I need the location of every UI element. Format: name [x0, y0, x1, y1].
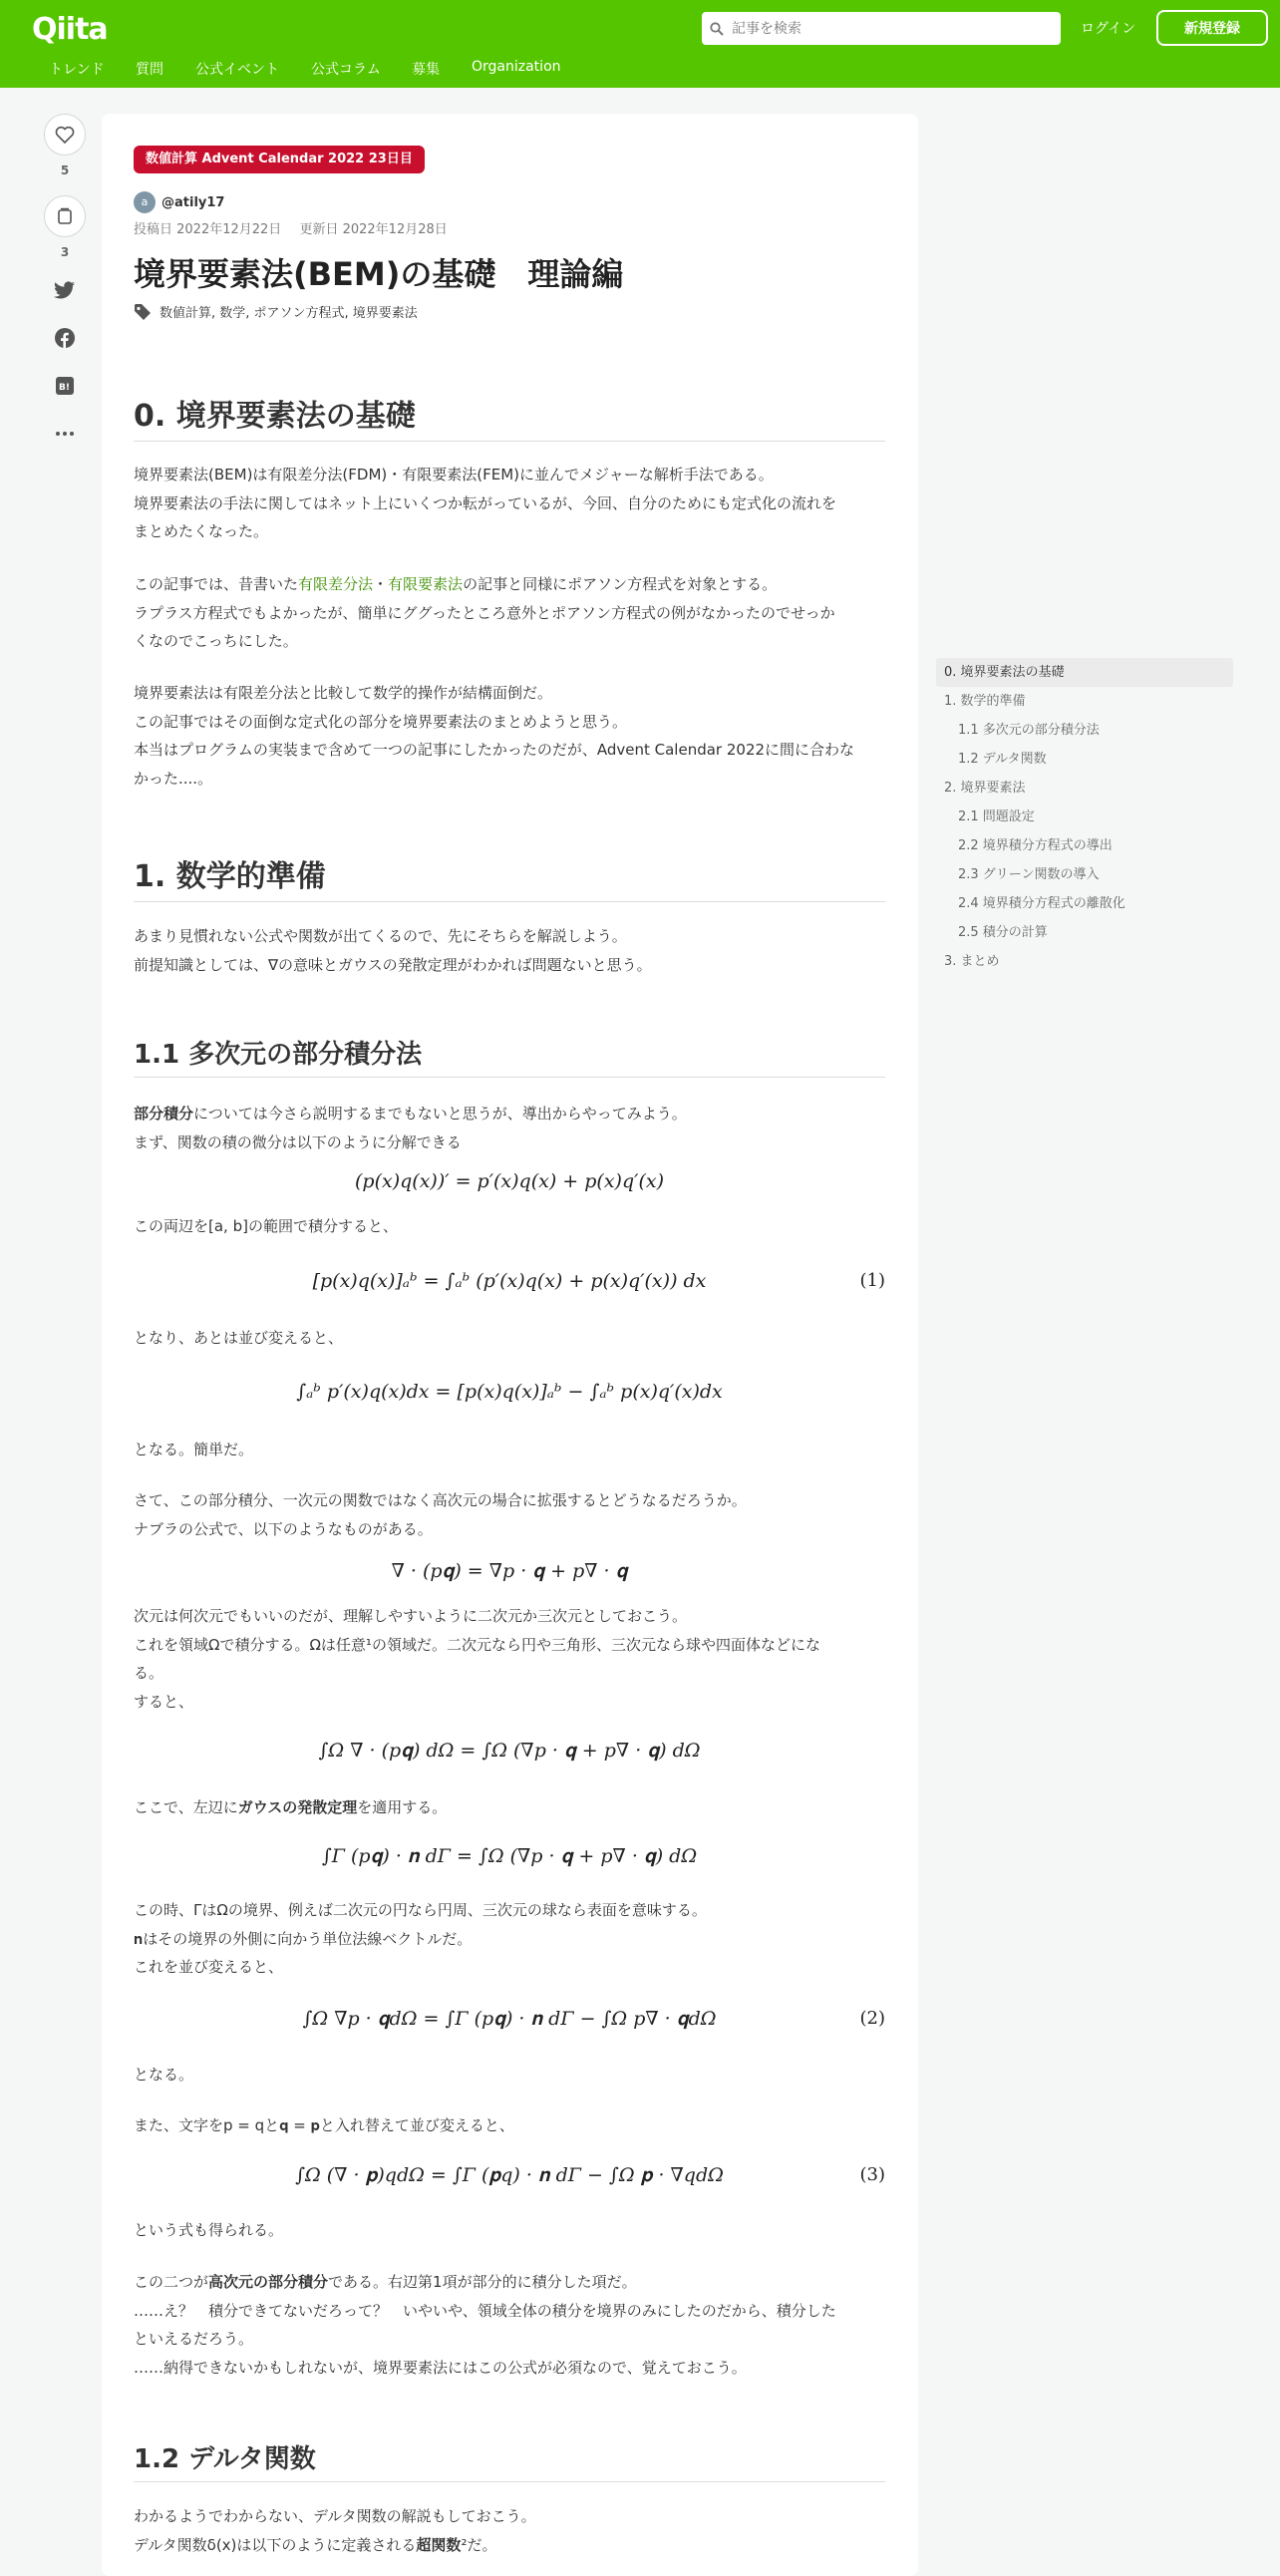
search-icon — [710, 22, 724, 36]
stock-button[interactable] — [44, 195, 86, 237]
search-input[interactable] — [732, 21, 1031, 37]
like-group — [40, 114, 90, 177]
facebook-share[interactable] — [52, 325, 78, 351]
toc-item-2-1[interactable]: 2.1 問題設定 — [958, 809, 1035, 824]
search-box[interactable] — [702, 12, 1061, 45]
twitter-share[interactable] — [52, 277, 78, 303]
paragraph-4: 部分積分については今さら説明するまでもないと思うが、導出からやってみよう。 まず、関数の積の微分は以下のように分解できる — [134, 1105, 687, 1151]
paragraph-5: この両辺を[a, b]の範囲で積分すると、 — [134, 1217, 398, 1235]
tag-list — [134, 302, 418, 321]
paragraph-16: わかるようでわからない、デルタ関数の解説もしておこう。 デルタ関数δ(x)は以下のように定義される超関数²だ。 — [134, 2507, 536, 2554]
tag-icon — [134, 303, 152, 321]
qiita-logo[interactable]: Qiita — [32, 12, 108, 47]
paragraph-13: また、文字をp = qと𝐪 = 𝐩と入れ替えて並び変えると、 — [134, 2116, 514, 2134]
heart-icon — [55, 126, 75, 144]
toc-item-2-2[interactable]: 2.2 境界積分方程式の導出 — [958, 838, 1113, 853]
advent-calendar-badge[interactable]: 数値計算 Advent Calendar 2022 23日目 — [134, 146, 425, 173]
link-fdm[interactable]: 有限差分法 — [298, 575, 374, 593]
toc-item-1-2[interactable]: 1.2 デルタ関数 — [958, 752, 1047, 767]
paragraph-2: 境界要素法は有限差分法と比較して数学的操作が結構面倒だ。 この記事ではその面倒な定式化の部分を境界要素法のまとめようと思う。 本当はプログラムの実装まで含めて一つの記事にしたかったのだが、Advent Calendar 2022に間に合わな かった....。 — [134, 684, 855, 788]
equation-gauss: ∫Γ (p𝐪) · 𝐧 dΓ = ∫Ω (∇p · 𝐪 + p∇ · 𝐪) dΩ — [321, 1845, 698, 1867]
updated-date: 更新日 2022年12月28日 — [299, 222, 448, 237]
equation-number-3: (3) — [859, 2164, 885, 2185]
toc-item-1[interactable]: 1. 数学的準備 — [944, 694, 1026, 709]
paragraph-10: ここで、左辺にガウスの発散定理を適用する。 — [134, 1798, 448, 1816]
stock-icon — [57, 207, 73, 225]
paragraph-15: この二つが高次元の部分積分である。右辺第1項が部分的に積分した項だ。 ……え？ 積分できてないだろって？ いやいや、領域全体の積分を境界のみにしたのだから、積分した といえるだろう。 ……納得できないかもしれないが、境界要素法にはこの公式が必須なので、覚えておこう。 — [134, 2273, 836, 2377]
paragraph-0: 境界要素法(BEM)は有限差分法(FDM)・有限要素法(FEM)に並んでメジャーな解析手法である。 境界要素法の手法に関してはネット上にいくつか転がっているが、今回、自分のためにも定式化の流れを まとめたくなった。 — [134, 466, 837, 540]
paragraph-7: となる。簡単だ。 — [134, 1441, 254, 1458]
like-count: 5 — [60, 163, 70, 177]
heading-1-1: 1.1 多次元の部分積分法 — [134, 1034, 885, 1078]
paragraph-3: あまり見慣れない公式や関数が出てくるので、先にそちらを解説しよう。 前提知識としては、∇の意味とガウスの発散定理がわかれば問題ないと思う。 — [134, 927, 652, 974]
heading-1: 1. 数学的準備 — [134, 851, 885, 902]
hatena-share[interactable] — [52, 373, 78, 399]
posted-date: 投稿日 2022年12月22日 — [134, 222, 282, 237]
avatar[interactable]: a — [134, 191, 156, 213]
equation-number-2: (2) — [859, 2008, 885, 2029]
more-dots-icon — [55, 431, 75, 437]
signup-button[interactable]: 新規登録 — [1156, 10, 1268, 46]
stock-group — [40, 195, 90, 259]
equation-integration-by-parts: ∫ₐᵇ p′(x)q(x)dx = [p(x)q(x)]ₐᵇ − ∫ₐᵇ p(x)q′(x)dx — [296, 1381, 723, 1403]
toc-item-3[interactable]: 3. まとめ — [944, 954, 1000, 969]
toc-item-2-3[interactable]: 2.3 グリーン関数の導入 — [958, 867, 1100, 882]
toc-item-0[interactable]: 0. 境界要素法の基礎 — [936, 658, 1233, 687]
nav-recruit[interactable]: 募集 — [412, 62, 440, 78]
equation-2: ∫Ω ∇p · 𝐪dΩ = ∫Γ (p𝐪) · 𝐧 dΓ − ∫Ω p∇ · 𝐪dΩ (2) — [302, 2008, 885, 2030]
link-fem[interactable]: 有限要素法 — [388, 575, 464, 593]
paragraph-6: となり、あとは並び変えると、 — [134, 1329, 344, 1347]
author-row — [134, 191, 224, 213]
paragraph-12: となる。 — [134, 2066, 194, 2084]
toc-item-2-5[interactable]: 2.5 積分の計算 — [958, 925, 1048, 940]
nav-official-columns[interactable]: 公式コラム — [311, 62, 381, 78]
toc-item-2[interactable]: 2. 境界要素法 — [944, 781, 1026, 796]
site-header — [0, 0, 1280, 88]
paragraph-11: この時、ΓはΩの境界、例えば二次元の円なら円周、三次元の球なら表面を意味する。 𝐧はその境界の外側に向かう単位法線ベクトルだ。 これを並び変えると、 — [134, 1901, 707, 1976]
equation-1: [p(x)q(x)]ₐᵇ = ∫ₐᵇ (p′(x)q(x) + p(x)q′(x)) dx (1) — [312, 1270, 885, 1292]
login-link[interactable]: ログイン — [1081, 21, 1136, 37]
equation-volume-integral: ∫Ω ∇ · (p𝐪) dΩ = ∫Ω (∇p · 𝐪 + p∇ · 𝐪) dΩ — [318, 1740, 701, 1762]
stock-count: 3 — [60, 245, 70, 259]
toc-item-1-1[interactable]: 1.1 多次元の部分積分法 — [958, 723, 1100, 738]
twitter-icon — [54, 281, 76, 299]
nav-organization[interactable]: Organization — [472, 59, 561, 75]
article-title: 境界要素法(BEM)の基礎 理論編 — [134, 255, 624, 293]
paragraph-8: さて、この部分積分、一次元の関数ではなく高次元の場合に拡張するとどうなるだろうか。 ナブラの公式で、以下のようなものがある。 — [134, 1491, 747, 1538]
equation-nabla: ∇ · (p𝐪) = ∇p · 𝐪 + p∇ · 𝐪 — [391, 1560, 628, 1582]
paragraph-14: という式も得られる。 — [134, 2221, 284, 2239]
more-menu[interactable] — [52, 421, 78, 447]
author-name[interactable]: @atily17 — [161, 194, 225, 210]
nav-official-events[interactable]: 公式イベント — [195, 62, 279, 78]
equation-product-rule: (p(x)q(x))′ = p′(x)q(x) + p(x)q′(x) — [355, 1170, 664, 1192]
facebook-icon — [55, 328, 75, 348]
date-row — [134, 218, 448, 237]
equation-number-1: (1) — [859, 1270, 885, 1291]
table-of-contents — [936, 658, 1233, 976]
tags[interactable]: 数値計算, 数学, ポアソン方程式, 境界要素法 — [160, 306, 418, 321]
heading-0: 0. 境界要素法の基礎 — [134, 391, 885, 442]
like-button[interactable] — [44, 114, 86, 156]
nav-questions[interactable]: 質問 — [136, 62, 163, 78]
toc-item-2-4[interactable]: 2.4 境界積分方程式の離散化 — [958, 896, 1125, 911]
paragraph-1: この記事では、昔書いた有限差分法・有限要素法の記事と同様にポアソン方程式を対象とする。 ラプラス方程式でもよかったが、簡単にググったところ意外とポアソン方程式の例がなかったのでせっか くなのでこっちにした。 — [134, 575, 835, 650]
svg-text:B!: B! — [59, 383, 70, 393]
equation-3: ∫Ω (∇ · 𝐩)qdΩ = ∫Γ (𝐩q) · 𝐧 dΓ − ∫Ω 𝐩 · ∇qdΩ (3) — [295, 2164, 885, 2186]
heading-1-2: 1.2 デルタ関数 — [134, 2438, 885, 2482]
nav-trend[interactable]: トレンド — [49, 62, 105, 78]
hatena-bookmark-icon — [56, 377, 74, 395]
paragraph-9: 次元は何次元でもいいのだが、理解しやすいように二次元か三次元としておこう。 これを領域Ωで積分する。Ωは任意¹の領域だ。二次元なら円や三角形、三次元なら球や四面体などにな る。 すると、 — [134, 1607, 820, 1711]
